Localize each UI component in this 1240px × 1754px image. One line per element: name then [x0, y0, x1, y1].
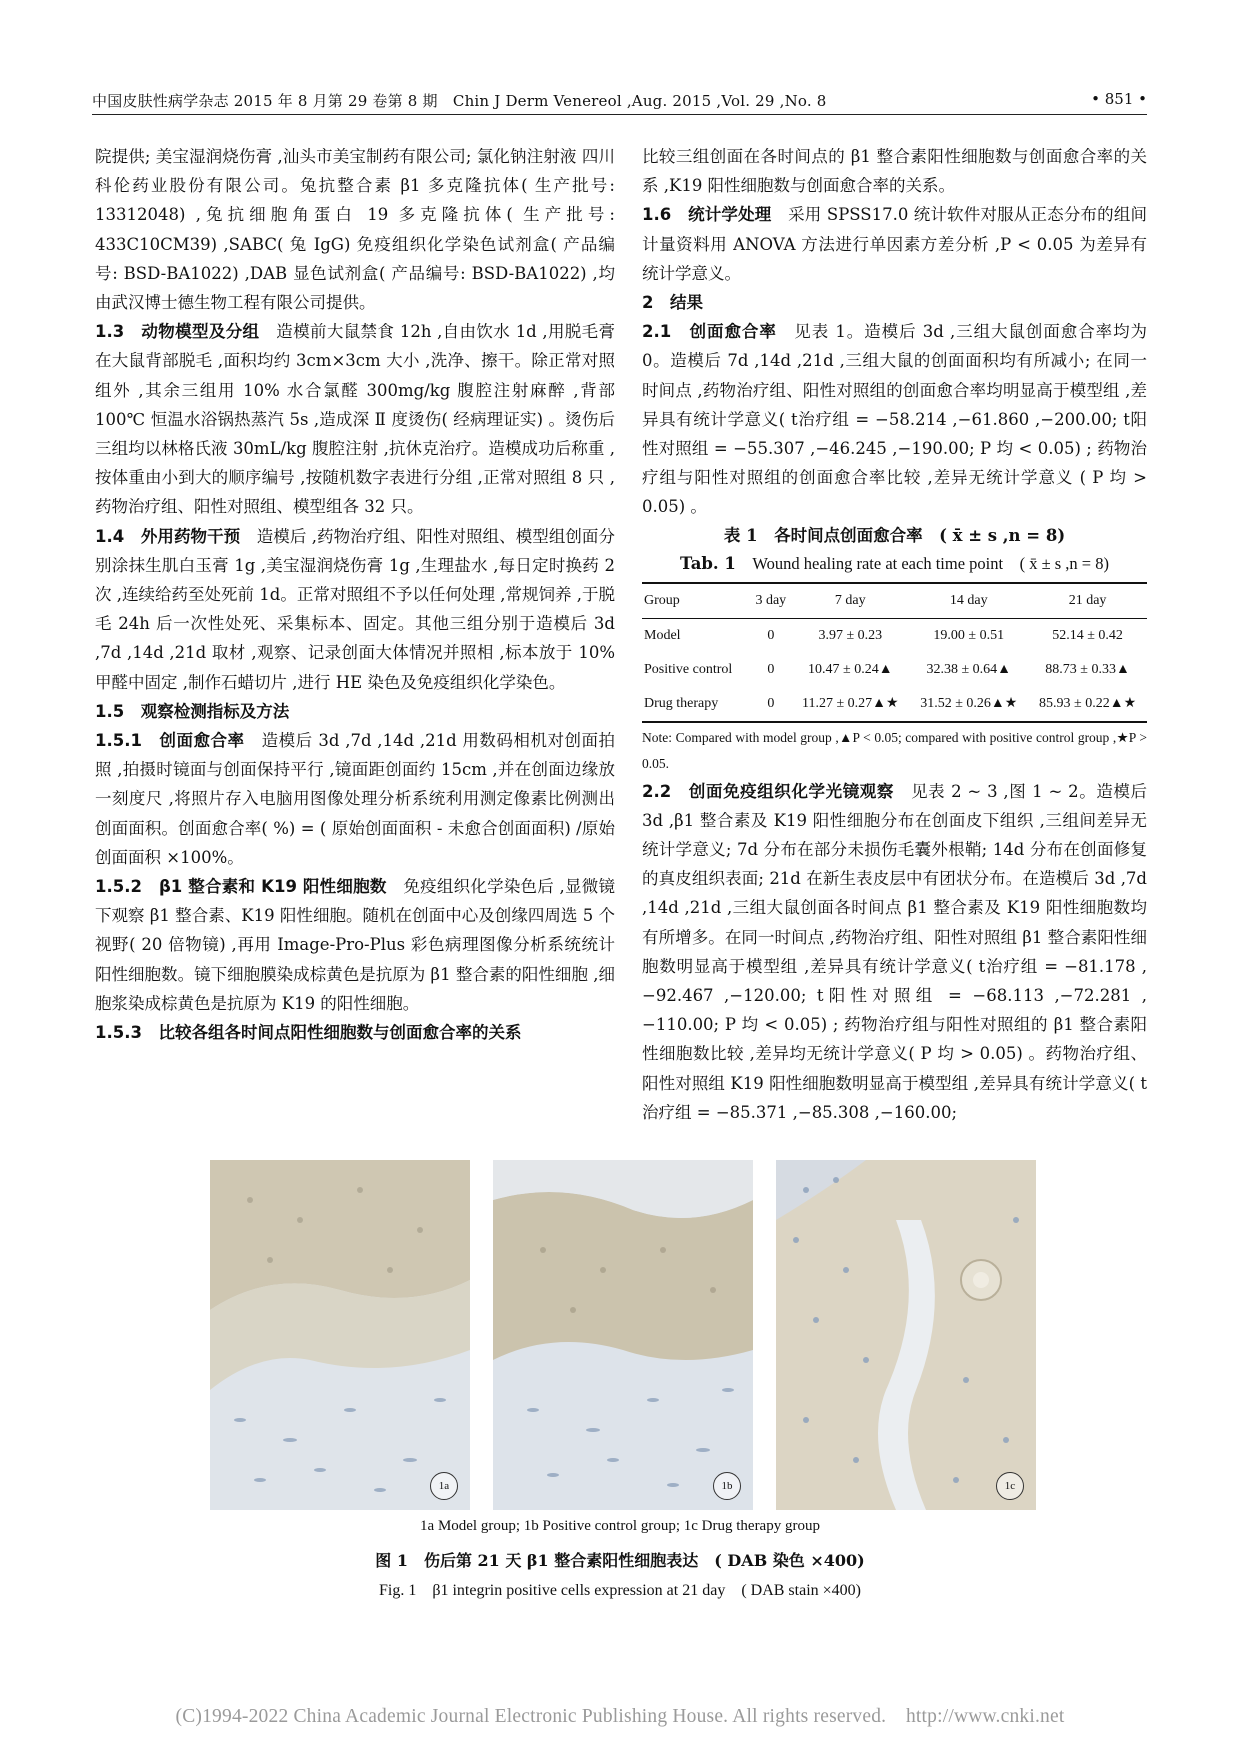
journal-citation: 中国皮肤性病学杂志 2015 年 8 月第 29 卷第 8 期 Chin J Derm Venereol ,Aug. 2015 ,Vol. 29 ,No. 8: [92, 92, 827, 110]
right-column: [642, 142, 1147, 1127]
table-row: [642, 653, 1147, 687]
section-1-5-1-text: 造模后 3d ,7d ,14d ,21d 用数码相机对创面拍照 ,拍摄时镜面与创面保持平行 ,镜面距创面约 15cm ,并在创面边缘放一刻度尺 ,将照片存入电脑用图像处理分析系统利用测定像素比例测出创面面积。创面愈合率( %) = ( 原始创面面积 - 未愈合创面面积) /原始创面面积 ×100%。: [95, 731, 615, 867]
table-title-en: [642, 550, 1147, 578]
left-column: [95, 142, 615, 1047]
table-title-cn: 表 1 各时间点创面愈合率 ( x̄ ± s ,n = 8): [723, 525, 1066, 545]
table-cell: 31.52 ± 0.26▲★: [920, 695, 1018, 711]
table-cell: 88.73 ± 0.33▲: [1045, 661, 1130, 677]
table-header-cell: 14 day: [909, 583, 1028, 619]
section-2-2-text: 见表 2 ~ 3 ,图 1 ~ 2。造模后 3d ,β1 整合素及 K19 阳性细胞分布在创面皮下组织 ,三组间差异无统计学意义; 7d 分布在部分未损伤毛囊外根鞘; 14d 分布在创面修复的真皮组织表面; 21d 在新生表皮层中有团状分布。在造模后 3d ,7d ,14d ,21d ,三组大鼠创面各时间点 β1 整合素及 K19 阳性细胞数均有所增多。在同一时间点 ,药物治疗组、阳性对照组 β1 整合素阳性细胞数明显高于模型组 ,差异具有统计学意义( t治疗组 = −81.178 ,−92.467 ,−120.00; t阳性对照组 = −68.113 ,−72.281 ,−110.00; P 均 < 0.05) ; 药物治疗组与阳性对照组的 β1 整合素阳性细胞数比较 ,差异均无统计学意义( P 均 > 0.05) 。药物治疗组、阳性对照组 K19 阳性细胞数明显高于模型组 ,差异具有统计学意义( t治疗组 = −85.371 ,−85.308 ,−160.00;: [642, 781, 1148, 1122]
table-label-en: Tab. 1: [680, 553, 736, 573]
copyright-footer: (C)1994-2022 China Academic Journal Electronic Publishing House. All rights reserved. http://www.cnki.net: [175, 1706, 1065, 1727]
section-2-1-heading: 2.1 创面愈合率: [642, 322, 777, 342]
table-header-cell: Group: [642, 583, 750, 619]
section-1-4-text: 造模后 ,药物治疗组、阳性对照组、模型组创面分别涂抹生肌白玉膏 1g ,美宝湿润烧伤膏 1g ,生理盐水 ,每日定时换药 2 次 ,连续给药至处死前 1d。正常对照组不予以任何处理 ,常规饲养 ,于脱毛 24h 后一次性处死、采集标本、固定。其他三组分别于造模后 3d ,7d ,14d ,21d 取材 ,观察、记录创面大体情况并照相 ,标本放于 10% 甲醛中固定 ,制作石蜡切片 ,进行 HE 染色及免疫组织化学染色。: [95, 526, 615, 692]
table-cell: Drug therapy: [644, 695, 719, 711]
table-cell: 11.27 ± 0.27▲★: [802, 695, 899, 711]
table-cell: 0: [767, 695, 775, 711]
table-cell: Positive control: [644, 661, 733, 677]
micrograph-panel-1c: [776, 1160, 1036, 1510]
running-header: [92, 88, 1147, 115]
section-1-3-text: 造模前大鼠禁食 12h ,自由饮水 1d ,用脱毛膏在大鼠背部脱毛 ,面积均约 3cm×3cm 大小 ,洗净、擦干。除正常对照组外 ,其余三组用 10% 水合氯醛 300mg/kg 腹腔注射麻醉 ,背部 100℃ 恒温水浴锅热蒸汽 5s ,造成深 Ⅱ 度烫伤( 经病理证实) 。烫伤后三组均以林格氏液 30mL/kg 腹腔注射 ,抗休克治疗。造模成功后称重 ,按体重由小到大的顺序编号 ,按随机数字表进行分组 ,正常对照组 8 只 ,药物治疗组、阳性对照组、模型组各 32 只。: [95, 322, 616, 517]
table-title-en-text: Wound healing rate at each time point ( x̄ ± s ,n = 8): [752, 553, 1109, 573]
section-1-3-heading: 1.3 动物模型及分组: [95, 322, 260, 342]
table-cell: Model: [644, 627, 681, 643]
section-2-2-heading: 2.2 创面免疫组织化学光镜观察: [642, 781, 894, 801]
micrograph-image: [210, 1160, 470, 1510]
figure-caption-en: Fig. 1 β1 integrin positive cells expression at 21 day ( DAB stain ×400): [379, 1582, 861, 1599]
table-cell: 32.38 ± 0.64▲: [926, 661, 1012, 677]
section-1-5-heading: 1.5 观察检测指标及方法: [95, 701, 290, 721]
table-header-cell: 3 day: [750, 583, 791, 619]
section-1-5-2-text: 免疫组织化学染色后 ,显微镜下观察 β1 整合素、K19 阳性细胞。随机在创面中心及创缘四周选 5 个视野( 20 倍物镜) ,再用 Image-Pro-Plus 彩色病理图像分析系统统计阳性细胞数。镜下细胞膜染成棕黄色是抗原为 β1 整合素的阳性细胞 ,细胞浆染成棕黄色是抗原为 K19 的阳性细胞。: [95, 877, 615, 1013]
panel-label: 1c: [996, 1472, 1024, 1500]
micrograph-panel-1a: [210, 1160, 470, 1510]
panel-label: 1a: [430, 1472, 458, 1500]
table-note: Note: Compared with model group ,▲P < 0.05; compared with positive control group ,★P > 0.05.: [642, 729, 1147, 771]
section-1-5-2-heading: 1.5.2 β1 整合素和 K19 阳性细胞数: [95, 877, 387, 897]
table-cell: 52.14 ± 0.42: [1052, 627, 1123, 643]
section-1-6-text: 采用 SPSS17.0 统计软件对服从正态分布的组间计量资料用 ANOVA 方法进行单因素方差分析 ,P < 0.05 为差异有统计学意义。: [642, 205, 1148, 283]
table-header-cell: 21 day: [1028, 583, 1147, 619]
table-cell: 0: [767, 627, 775, 643]
table-cell: 85.93 ± 0.22▲★: [1039, 695, 1137, 711]
section-1-5-3-text: 比较三组创面在各时间点的 β1 整合素阳性细胞数与创面愈合率的关系 ,K19 阳性细胞数与创面愈合率的关系。: [642, 147, 1147, 196]
micrograph-image: [776, 1160, 1036, 1510]
table-cell: 19.00 ± 0.51: [933, 627, 1005, 643]
micrograph-figure: [210, 1160, 1040, 1512]
figure-legend: 1a Model group; 1b Positive control group; 1c Drug therapy group: [420, 1518, 820, 1534]
micrograph-panel-1b: [493, 1160, 753, 1510]
section-1-5-3-heading: 1.5.3 比较各组各时间点阳性细胞数与创面愈合率的关系: [95, 1023, 522, 1043]
table-row: [642, 618, 1147, 653]
panel-label: 1b: [713, 1472, 741, 1500]
micrograph-image: [493, 1160, 753, 1510]
figure-caption-cn: 图 1 伤后第 21 天 β1 整合素阳性细胞表达 ( DAB 染色 ×400): [375, 1551, 865, 1570]
section-1-5-1-heading: 1.5.1 创面愈合率: [95, 731, 245, 751]
page-number: • 851 •: [1091, 90, 1147, 108]
section-2-1-text: 见表 1。造模后 3d ,三组大鼠创面愈合率均为 0。造模后 7d ,14d ,21d ,三组大鼠的创面面积均有所减小; 在同一时间点 ,药物治疗组、阳性对照组的创面愈合率均明显高于模型组 ,差异具有统计学意义( t治疗组 = −58.214 ,−61.860 ,−200.00; t阳性对照组 = −55.307 ,−46.245 ,−190.00; P 均 < 0.05) ; 药物治疗组与阳性对照组的创面愈合率比较 ,差异无统计学意义 ( P 均 > 0.05) 。: [642, 322, 1148, 517]
section-2-heading: 2 结果: [642, 293, 703, 313]
section-1-4-heading: 1.4 外用药物干预: [95, 526, 241, 546]
section-1-6-heading: 1.6 统计学处理: [642, 205, 772, 225]
table-header-cell: 7 day: [791, 583, 909, 619]
materials-paragraph: 院提供; 美宝湿润烧伤膏 ,汕头市美宝制药有限公司; 氯化钠注射液 四川科伦药业股份有限公司。兔抗整合素 β1 多克隆抗体( 生产批号: 13312048) ,兔抗细胞角蛋白 19 多克隆抗体( 生产批号: 433C10CM39) ,SABC( 兔 IgG) 免疫组织化学染色试剂盒( 产品编号: BSD-BA1022) ,DAB 显色试剂盒( 产品编号: BSD-BA1022) ,均由武汉博士德生物工程有限公司提供。: [95, 147, 615, 313]
table-row: [642, 687, 1147, 722]
table-cell: 0: [767, 661, 775, 677]
table-cell: 3.97 ± 0.23: [818, 627, 883, 643]
healing-rate-table: [642, 582, 1147, 723]
table-cell: 10.47 ± 0.24▲: [808, 661, 893, 677]
table-header-row: [642, 583, 1147, 619]
